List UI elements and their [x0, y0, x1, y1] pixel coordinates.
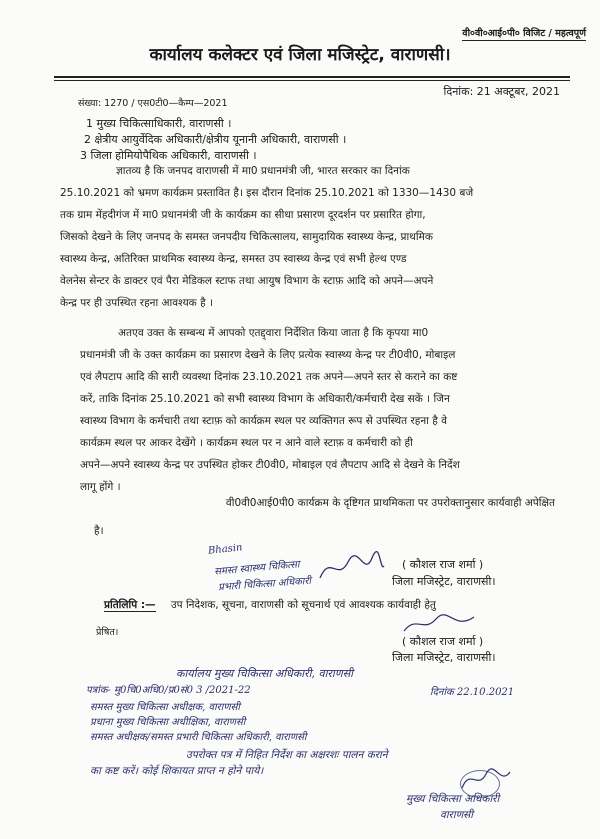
body-line: ज्ञातव्य है कि जनपद वाराणसी में मा0 प्रधानमंत्री जी, भारत सरकार का दिनांक — [116, 165, 410, 177]
vip-visit-note: वी०वी०आई०पी० विजिट / महत्वपूर्ण — [462, 28, 586, 39]
body-line: स्वास्थ्य विभाग के कर्मचारी तथा स्टाफ़ को कार्यक्रम स्थल पर व्यक्तिगत रूप से उपस्थित रहना है वे — [80, 415, 447, 427]
copy-text: उप निदेशक, सूचना, वाराणसी को सूचनार्थ एवं आवश्यक कार्यवाही हेतु — [170, 599, 436, 611]
directive-line: वी0वी0आई0पी0 कार्यक्रम के दृष्टिगत प्राथमिकता पर उपरोक्तानुसार कार्यवाही अपेक्षित — [225, 497, 555, 509]
body-line: तक ग्राम मेंहदीगंज में मा0 प्रधानमंत्री जी के कार्यक्रम का सीधा प्रसारण दूरदर्शन पर प्रसारित होगा, — [60, 209, 426, 221]
heading-rule-thin — [54, 80, 570, 81]
recipient-2: 2 क्षेत्रीय आयुर्वेदिक अधिकारी/क्षेत्रीय यूनानी अधिकारी, वाराणसी । — [84, 133, 347, 146]
body-line: वेलनेस सेन्टर के डाक्टर एवं पैरा मेडिकल स्टाफ तथा आयुष विभाग के स्टाफ़ आदि को अपने—अपने — [60, 275, 434, 287]
signatory-name-2: ( कौशल राज शर्मा ) — [402, 635, 484, 648]
signature-scribble-1 — [316, 548, 386, 588]
body-line: अपने—अपने स्वास्थ्य केन्द्र पर उपस्थित होकर टी0वी0, मोबाइल एवं लैपटाप आदि से देखने के निर्देश — [80, 459, 460, 471]
office-heading: कार्यालय कलेक्टर एवं जिला मजिस्ट्रेट, वाराणसी। — [149, 45, 451, 65]
handwritten-remark-2: समस्त स्वास्थ्य चिकित्सा — [213, 559, 300, 578]
handwritten-date: दिनांक 22.10.2021 — [430, 687, 515, 698]
body-line: एवं लैपटाप आदि की सारी व्यवस्था दिनांक 23.10.2021 तक अपने—अपने स्तर से कराने का कष्ट — [80, 371, 458, 383]
signatory-title-1: जिला मजिस्ट्रेट, वाराणसी। — [392, 575, 496, 588]
signature-scribble-3 — [456, 764, 516, 794]
handwritten-sign-city: वाराणसी — [440, 809, 473, 821]
handwritten-remark-1: Bhasin — [207, 542, 244, 557]
handwritten-patrank: पत्रांक- मु0चि0अधि0/प्र0सं0 3 /2021-22 — [86, 685, 251, 696]
signatory-name-1: ( कौशल राज शर्मा ) — [402, 558, 484, 571]
body-line: 25.10.2021 को भ्रमण कार्यक्रम प्रस्तावित है। इस दौरान दिनांक 25.10.2021 को 1330—1430 बजे — [60, 187, 474, 199]
handwritten-instruction-1: उपरोक्त पत्र में निहित निर्देश का अक्षरशः पालन कराने — [186, 749, 388, 761]
handwritten-remark-3: प्रभारी चिकित्सा अधिकारी — [217, 575, 312, 594]
body-paragraph-1 — [60, 160, 473, 314]
handwritten-cc-3: समस्त अधीक्षक/समस्त प्रभारी चिकित्सा अधिकारी, वाराणसी — [90, 732, 307, 743]
body-line: कार्यक्रम स्थल पर आकर देखेंगे । कार्यक्रम स्थल पर न आने वाले स्टाफ़ व कर्मचारी को ही — [80, 437, 413, 449]
body-line: लागू होंगे । — [80, 481, 121, 493]
letter-date: दिनांक: 21 अक्टूबर, 2021 — [443, 85, 560, 98]
copy-to-line — [104, 598, 436, 612]
body-line: प्रधानमंत्री जी के उक्त कार्यक्रम का प्रसारण देखने के लिए प्रत्येक स्वास्थ्य केन्द्र पर टी0वी0, मोबाइल — [80, 349, 456, 361]
recipient-1: 1 मुख्य चिकित्साधिकारी, वाराणसी । — [86, 117, 232, 130]
recipient-3: 3 जिला होमियोपैथिक अधिकारी, वाराणसी । — [80, 149, 257, 162]
copy-forwarded: प्रेषित। — [96, 627, 119, 638]
body-line: करें, ताकि दिनांक 25.10.2021 को सभी स्वास्थ्य विभाग के अधिकारी/कर्मचारी देख सकें । जिन — [80, 393, 450, 405]
handwritten-sign-title: मुख्य चिकित्सा अधिकारी — [406, 793, 500, 805]
directive-end: है। — [94, 525, 104, 537]
handwritten-instruction-2: का कष्ट करें। कोई शिकायत प्राप्त न होने पाये। — [90, 765, 264, 777]
handwritten-cc-1: समस्त मुख्य चिकित्सा अधीक्षक, वाराणसी — [90, 702, 240, 713]
body-paragraph-2 — [80, 322, 460, 498]
body-line: स्वास्थ्य केन्द्र, अतिरिक्त प्राथमिक स्वास्थ्य केन्द्र, समस्त उप स्वास्थ्य केन्द्र एवं सभी हेल्थ एण्ड — [60, 253, 407, 265]
copy-label: प्रतिलिपि :— — [104, 599, 156, 611]
handwritten-office-line: कार्यालय मुख्य चिकित्सा अधिकारी, वाराणसी — [176, 667, 354, 680]
body-line: केन्द्र पर ही उपस्थित रहना आवश्यक है । — [60, 297, 213, 309]
body-line: जिसको देखने के लिए जनपद के समस्त जनपदीय चिकित्सालय, सामुदायिक स्वास्थ्य केन्द्र, प्राथमिक — [60, 231, 433, 243]
handwritten-cc-2: प्रधाना मुख्य चिकित्सा अधीक्षिका, वाराणसी — [90, 717, 246, 728]
body-line: अतएव उक्त के सम्बन्ध में आपको एतद्द्वारा निर्देशित किया जाता है कि कृपया मा0 — [118, 327, 429, 339]
signatory-title-2: जिला मजिस्ट्रेट, वाराणसी। — [392, 651, 496, 664]
heading-rule — [54, 76, 570, 78]
reference-number: संख्या: 1270 / एस0टी0—कैम्प—2021 — [78, 98, 228, 109]
